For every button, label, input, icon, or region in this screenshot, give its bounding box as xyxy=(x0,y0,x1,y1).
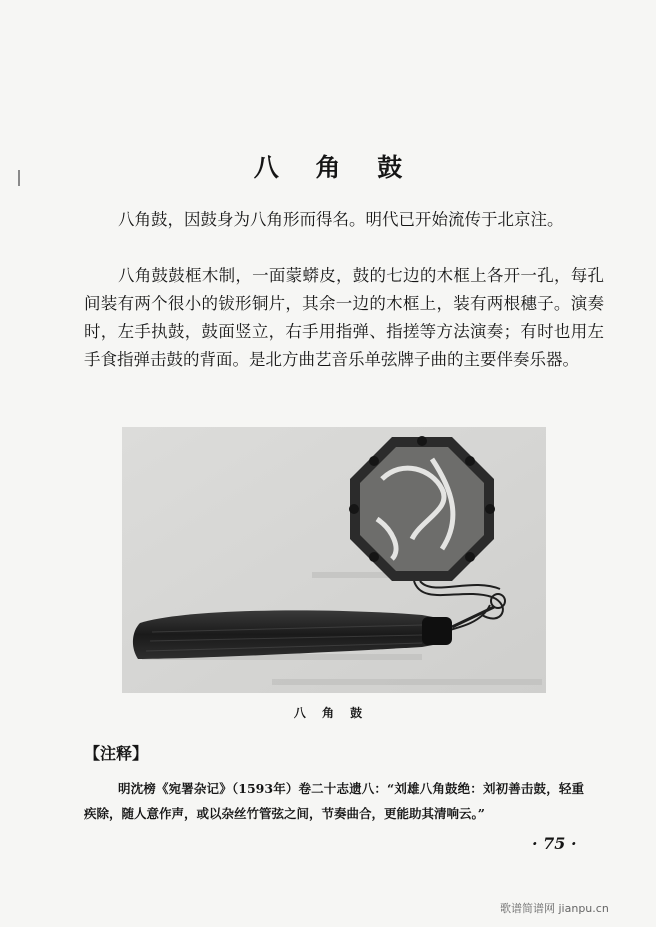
drum-body xyxy=(349,436,495,581)
note-text: 明沈榜《宛署杂记》（1593年）卷二十志遗八：“刘雄八角鼓绝：刘初善击鼓，轻重疾除，随人意作声，或以杂丝竹管弦之间，节奏曲合，更能助其清响云。” xyxy=(84,781,584,821)
site-watermark: 歌谱简谱网 jianpu.cn xyxy=(500,902,609,915)
description-paragraph: 八角鼓鼓框木制，一面蒙蟒皮，鼓的七边的木框上各开一孔，每孔间装有两个很小的钹形铜片，其余一边的木框上，装有两根穗子。演奏时，左手执鼓，鼓面竖立，右手用指弹、指搓等方法演奏；有时也用左手食指弹击鼓的背面。是北方曲艺音乐单弦牌子曲的主要伴奏乐器。 xyxy=(84,266,604,369)
octagonal-drum-illustration xyxy=(122,427,546,693)
page-title: 八 角 鼓 xyxy=(253,153,417,182)
drum-photo xyxy=(122,427,546,693)
photo-caption: 八 角 鼓 xyxy=(293,706,369,720)
intro-paragraph: 八角鼓，因鼓身为八角形而得名。明代已开始流传于北京注。 xyxy=(118,210,564,229)
page-number: · 75 · xyxy=(532,834,577,853)
note-heading: 【注释】 xyxy=(84,744,149,763)
